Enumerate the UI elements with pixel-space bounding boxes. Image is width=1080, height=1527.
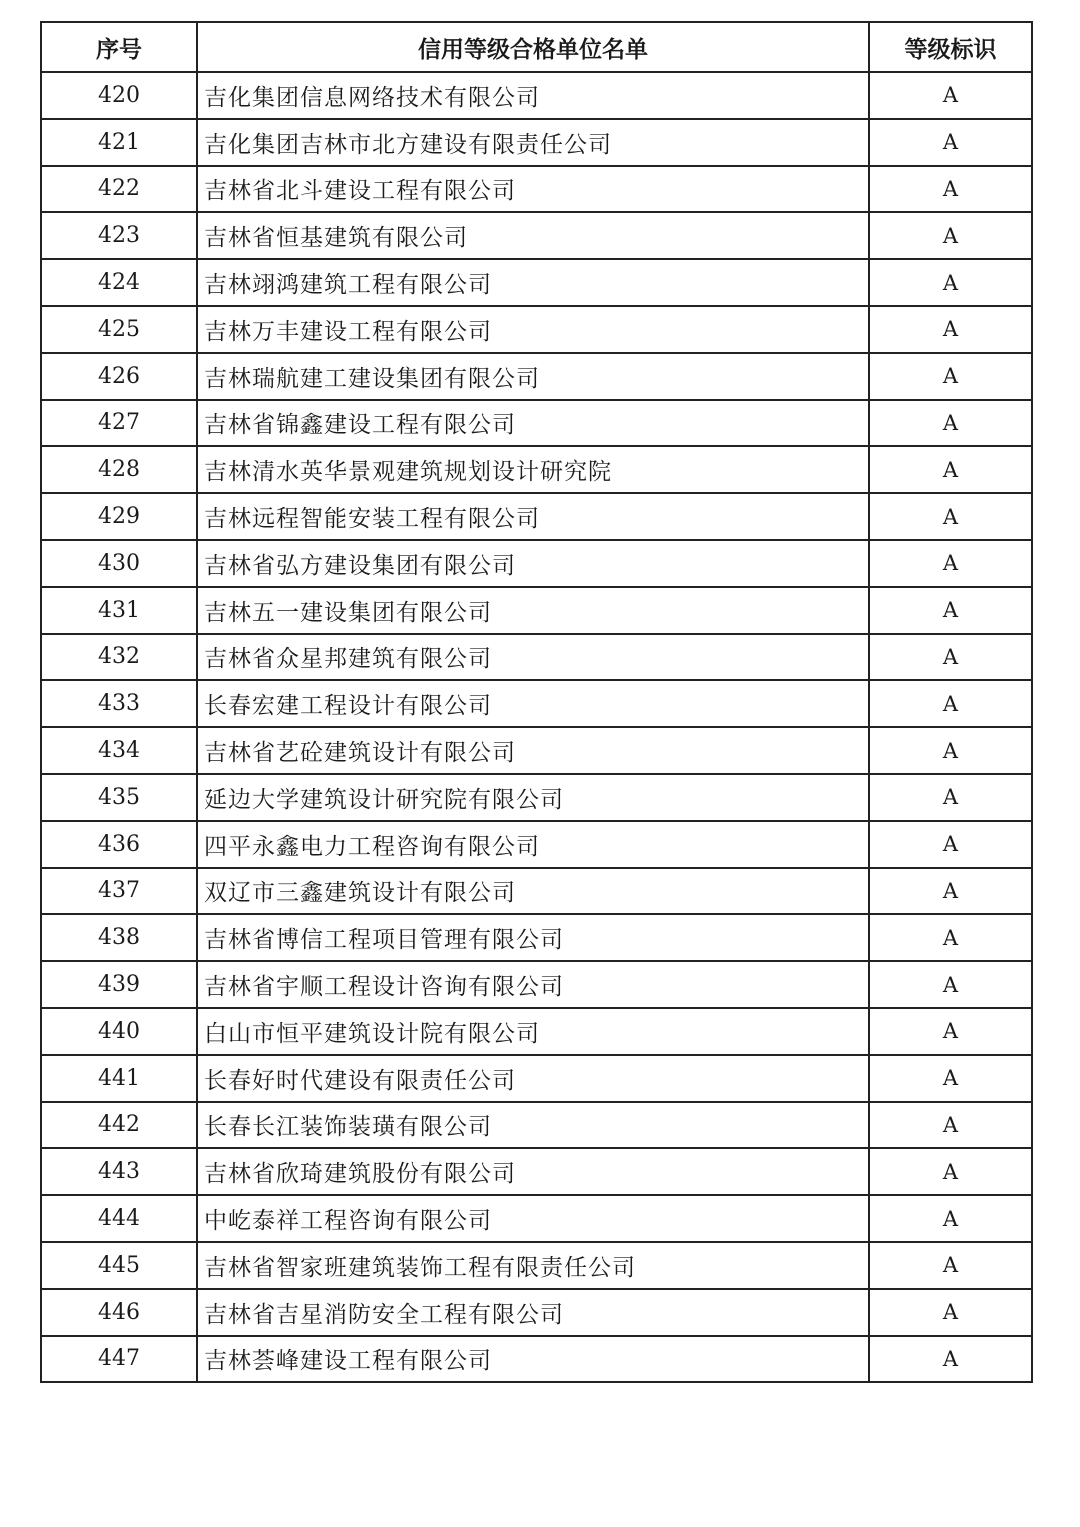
table-row bbox=[41, 634, 1032, 681]
table-row bbox=[41, 72, 1032, 119]
serial-number-cell: 423 bbox=[41, 212, 197, 259]
grade-mark-cell: A bbox=[869, 493, 1032, 540]
serial-number-cell: 442 bbox=[41, 1102, 197, 1149]
unit-name-cell: 吉林远程智能安装工程有限公司 bbox=[197, 493, 869, 540]
header-serial-number: 序号 bbox=[41, 22, 197, 72]
unit-name-cell: 吉林五一建设集团有限公司 bbox=[197, 587, 869, 634]
unit-name-cell: 吉林清水英华景观建筑规划设计研究院 bbox=[197, 446, 869, 493]
unit-name-cell: 吉林瑞航建工建设集团有限公司 bbox=[197, 353, 869, 400]
grade-mark-cell: A bbox=[869, 1289, 1032, 1336]
unit-name-cell: 吉林省博信工程项目管理有限公司 bbox=[197, 914, 869, 961]
grade-mark-cell: A bbox=[869, 540, 1032, 587]
table-row bbox=[41, 306, 1032, 353]
table-row bbox=[41, 1148, 1032, 1195]
table-row bbox=[41, 400, 1032, 447]
unit-name-cell: 长春长江装饰装璜有限公司 bbox=[197, 1102, 869, 1149]
grade-mark-cell: A bbox=[869, 353, 1032, 400]
serial-number-cell: 421 bbox=[41, 119, 197, 166]
serial-number-cell: 435 bbox=[41, 774, 197, 821]
grade-mark-cell: A bbox=[869, 1336, 1032, 1383]
serial-number-cell: 434 bbox=[41, 727, 197, 774]
grade-mark-cell: A bbox=[869, 1195, 1032, 1242]
table-row bbox=[41, 540, 1032, 587]
unit-name-cell: 双辽市三鑫建筑设计有限公司 bbox=[197, 868, 869, 915]
table-row bbox=[41, 1195, 1032, 1242]
document-page bbox=[40, 21, 1031, 1383]
table-row bbox=[41, 353, 1032, 400]
unit-name-cell: 吉林省锦鑫建设工程有限公司 bbox=[197, 400, 869, 447]
serial-number-cell: 432 bbox=[41, 634, 197, 681]
grade-mark-cell: A bbox=[869, 914, 1032, 961]
grade-mark-cell: A bbox=[869, 727, 1032, 774]
unit-name-cell: 长春宏建工程设计有限公司 bbox=[197, 680, 869, 727]
serial-number-cell: 437 bbox=[41, 868, 197, 915]
unit-name-cell: 长春好时代建设有限责任公司 bbox=[197, 1055, 869, 1102]
table-row bbox=[41, 680, 1032, 727]
table-row bbox=[41, 961, 1032, 1008]
table-row bbox=[41, 821, 1032, 868]
serial-number-cell: 428 bbox=[41, 446, 197, 493]
grade-mark-cell: A bbox=[869, 212, 1032, 259]
serial-number-cell: 438 bbox=[41, 914, 197, 961]
grade-mark-cell: A bbox=[869, 119, 1032, 166]
grade-mark-cell: A bbox=[869, 166, 1032, 213]
unit-name-cell: 吉林省弘方建设集团有限公司 bbox=[197, 540, 869, 587]
grade-mark-cell: A bbox=[869, 446, 1032, 493]
grade-mark-cell: A bbox=[869, 1148, 1032, 1195]
table-row bbox=[41, 212, 1032, 259]
header-grade-mark: 等级标识 bbox=[869, 22, 1032, 72]
table-row bbox=[41, 1102, 1032, 1149]
serial-number-cell: 447 bbox=[41, 1336, 197, 1383]
serial-number-cell: 431 bbox=[41, 587, 197, 634]
table-row bbox=[41, 774, 1032, 821]
table-header bbox=[41, 22, 1032, 72]
grade-mark-cell: A bbox=[869, 680, 1032, 727]
serial-number-cell: 446 bbox=[41, 1289, 197, 1336]
table-row bbox=[41, 1008, 1032, 1055]
unit-name-cell: 吉林省恒基建筑有限公司 bbox=[197, 212, 869, 259]
serial-number-cell: 420 bbox=[41, 72, 197, 119]
grade-mark-cell: A bbox=[869, 587, 1032, 634]
table-body bbox=[41, 72, 1032, 1382]
serial-number-cell: 427 bbox=[41, 400, 197, 447]
unit-name-cell: 中屹泰祥工程咨询有限公司 bbox=[197, 1195, 869, 1242]
serial-number-cell: 436 bbox=[41, 821, 197, 868]
table-row bbox=[41, 119, 1032, 166]
grade-mark-cell: A bbox=[869, 961, 1032, 1008]
serial-number-cell: 424 bbox=[41, 259, 197, 306]
table-row bbox=[41, 493, 1032, 540]
grade-mark-cell: A bbox=[869, 306, 1032, 353]
unit-name-cell: 白山市恒平建筑设计院有限公司 bbox=[197, 1008, 869, 1055]
serial-number-cell: 429 bbox=[41, 493, 197, 540]
serial-number-cell: 426 bbox=[41, 353, 197, 400]
grade-mark-cell: A bbox=[869, 634, 1032, 681]
table-row bbox=[41, 1289, 1032, 1336]
unit-name-cell: 延边大学建筑设计研究院有限公司 bbox=[197, 774, 869, 821]
serial-number-cell: 440 bbox=[41, 1008, 197, 1055]
grade-mark-cell: A bbox=[869, 1102, 1032, 1149]
credit-grade-table bbox=[40, 21, 1033, 1383]
grade-mark-cell: A bbox=[869, 259, 1032, 306]
unit-name-cell: 吉林省艺砼建筑设计有限公司 bbox=[197, 727, 869, 774]
unit-name-cell: 吉林省宇顺工程设计咨询有限公司 bbox=[197, 961, 869, 1008]
grade-mark-cell: A bbox=[869, 774, 1032, 821]
table-row bbox=[41, 446, 1032, 493]
grade-mark-cell: A bbox=[869, 72, 1032, 119]
grade-mark-cell: A bbox=[869, 1242, 1032, 1289]
unit-name-cell: 吉林省欣琦建筑股份有限公司 bbox=[197, 1148, 869, 1195]
serial-number-cell: 441 bbox=[41, 1055, 197, 1102]
unit-name-cell: 吉化集团吉林市北方建设有限责任公司 bbox=[197, 119, 869, 166]
unit-name-cell: 吉林省众星邦建筑有限公司 bbox=[197, 634, 869, 681]
header-unit-name: 信用等级合格单位名单 bbox=[197, 22, 869, 72]
table-row bbox=[41, 587, 1032, 634]
grade-mark-cell: A bbox=[869, 400, 1032, 447]
header-row bbox=[41, 22, 1032, 72]
serial-number-cell: 425 bbox=[41, 306, 197, 353]
unit-name-cell: 吉化集团信息网络技术有限公司 bbox=[197, 72, 869, 119]
serial-number-cell: 433 bbox=[41, 680, 197, 727]
unit-name-cell: 吉林省北斗建设工程有限公司 bbox=[197, 166, 869, 213]
serial-number-cell: 443 bbox=[41, 1148, 197, 1195]
serial-number-cell: 445 bbox=[41, 1242, 197, 1289]
table-row bbox=[41, 166, 1032, 213]
serial-number-cell: 444 bbox=[41, 1195, 197, 1242]
table-row bbox=[41, 868, 1032, 915]
unit-name-cell: 吉林省智家班建筑装饰工程有限责任公司 bbox=[197, 1242, 869, 1289]
table-row bbox=[41, 727, 1032, 774]
unit-name-cell: 四平永鑫电力工程咨询有限公司 bbox=[197, 821, 869, 868]
table-row bbox=[41, 1242, 1032, 1289]
unit-name-cell: 吉林省吉星消防安全工程有限公司 bbox=[197, 1289, 869, 1336]
unit-name-cell: 吉林荟峰建设工程有限公司 bbox=[197, 1336, 869, 1383]
serial-number-cell: 430 bbox=[41, 540, 197, 587]
table-row bbox=[41, 914, 1032, 961]
serial-number-cell: 439 bbox=[41, 961, 197, 1008]
grade-mark-cell: A bbox=[869, 821, 1032, 868]
unit-name-cell: 吉林万丰建设工程有限公司 bbox=[197, 306, 869, 353]
grade-mark-cell: A bbox=[869, 868, 1032, 915]
grade-mark-cell: A bbox=[869, 1055, 1032, 1102]
table-row bbox=[41, 1055, 1032, 1102]
table-row bbox=[41, 1336, 1032, 1383]
serial-number-cell: 422 bbox=[41, 166, 197, 213]
table-row bbox=[41, 259, 1032, 306]
unit-name-cell: 吉林翊鸿建筑工程有限公司 bbox=[197, 259, 869, 306]
grade-mark-cell: A bbox=[869, 1008, 1032, 1055]
